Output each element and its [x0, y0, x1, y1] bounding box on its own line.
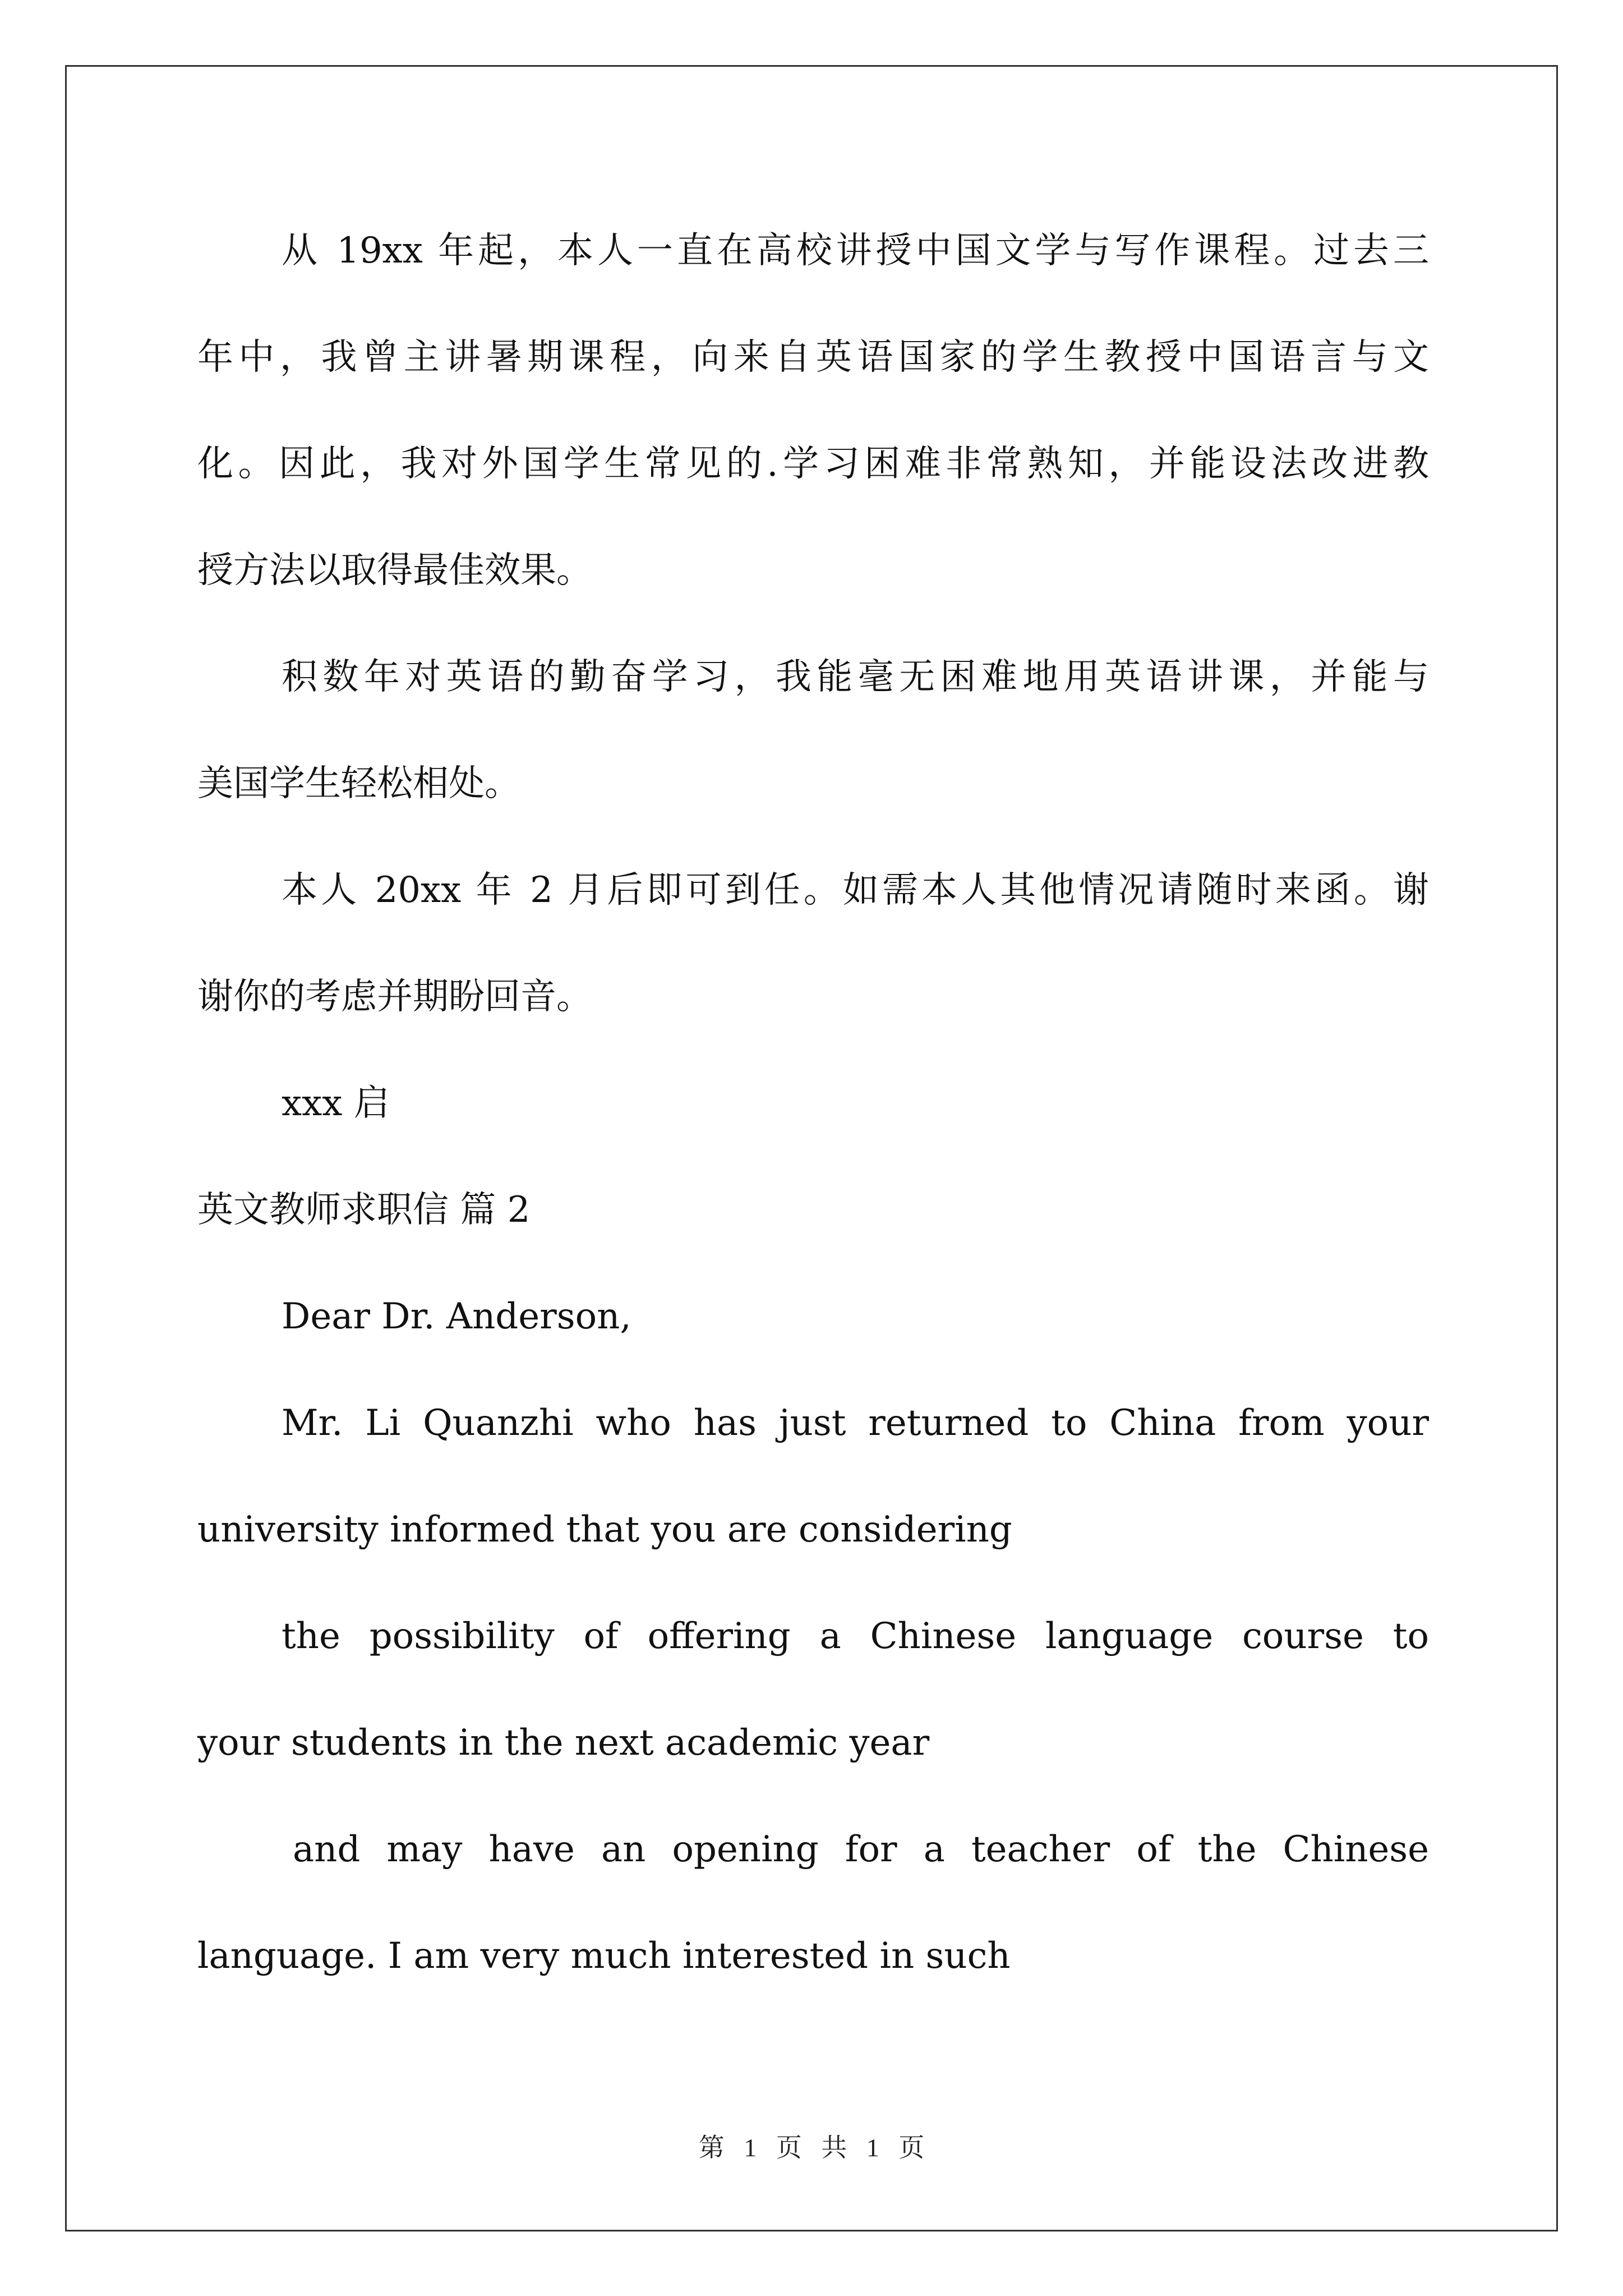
- paragraph-line: your students in the next academic year: [197, 1722, 930, 1764]
- paragraph-line: the possibility of offering a Chinese language course to: [282, 1616, 1429, 1657]
- paragraph-line: 谢你的考虑并期盼回音。: [197, 976, 592, 1018]
- paragraph-line: 从 19xx 年起，本人一直在高校讲授中国文学与写作课程。过去三: [282, 230, 1429, 272]
- signature-line: xxx 启: [282, 1083, 390, 1124]
- salutation-line: Dear Dr. Anderson,: [282, 1296, 631, 1337]
- paragraph-line: 积数年对英语的勤奋学习，我能毫无困难地用英语讲课，并能与: [282, 656, 1429, 698]
- section-heading: 英文教师求职信 篇 2: [197, 1189, 531, 1231]
- paragraph-line: Mr. Li Quanzhi who has just returned to China from your: [282, 1402, 1429, 1444]
- paragraph-line: 化。因此，我对外国学生常见的.学习困难非常熟知，并能设法改进教: [197, 443, 1429, 485]
- paragraph-line: and may have an opening for a teacher of the Chinese: [293, 1829, 1429, 1870]
- page-number-footer: 第 1 页 共 1 页: [698, 2133, 925, 2162]
- document-body: [197, 197, 1429, 2009]
- paragraph-line: university informed that you are considering: [197, 1509, 1012, 1550]
- paragraph-line: 授方法以取得最佳效果。: [197, 550, 592, 591]
- paragraph-line: 年中，我曾主讲暑期课程，向来自英语国家的学生教授中国语言与文: [197, 337, 1429, 378]
- paragraph-line: language. I am very much interested in such: [197, 1935, 1011, 1977]
- paragraph-line: 本人 20xx 年 2 月后即可到任。如需本人其他情况请随时来函。谢: [282, 869, 1429, 911]
- paragraph-line: 美国学生轻松相处。: [197, 763, 520, 804]
